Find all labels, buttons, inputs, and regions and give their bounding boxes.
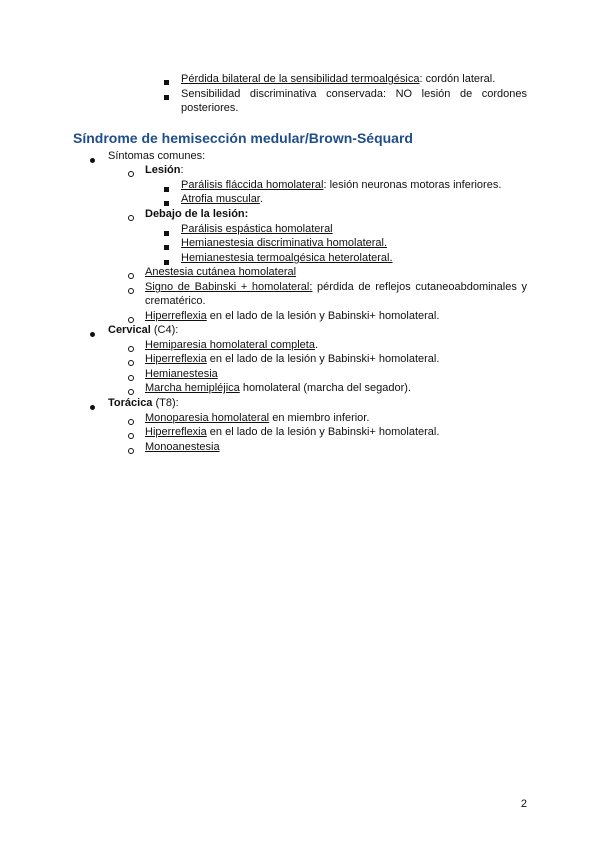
list-item-continuation [145,294,206,308]
list-item [108,396,179,410]
underlined-term: Hiperreflexia [145,310,207,322]
disc-bullet-icon [90,154,95,166]
item-text: . [259,193,263,205]
bold-label: Cervical [108,324,151,336]
list-item [181,178,501,192]
list-item [108,323,178,337]
underlined-term: Signo de Babinski + homolateral: [145,281,313,293]
underlined-term: Hemiparesia homolateral completa [145,339,315,351]
underlined-term: Parálisis espástica homolateral [181,223,333,235]
item-text: en miembro inferior. [269,412,370,424]
list-item [181,251,393,265]
list-item [145,425,439,439]
underlined-term: Hiperreflexia [145,426,207,438]
circle-bullet-icon [128,285,134,297]
circle-bullet-icon [128,445,134,457]
disc-bullet-icon [90,328,95,340]
square-bullet-icon [164,91,169,103]
underlined-term: Atrofia muscular [181,193,260,205]
item-text: posteriores. [181,102,239,114]
item-text: en el lado de la lesión y Babinski+ homolateral. [206,310,440,322]
bold-label: Debajo de la lesión: [145,208,249,220]
list-item [181,192,263,206]
underlined-term: Monoanestesia [145,441,220,453]
list-item [145,440,220,454]
item-text: pérdida de reflejos cutaneoabdominales y [312,281,527,293]
underlined-term: Anestesia cutánea homolateral [145,266,297,278]
square-bullet-icon [164,76,169,88]
item-text: en el lado de la lesión y Babinski+ homolateral. [206,353,440,365]
circle-bullet-icon [128,212,134,224]
underlined-term: Monoparesia homolateral [145,412,270,424]
list-item [145,207,248,221]
list-item [108,149,205,163]
list-item [181,87,527,101]
square-bullet-icon [164,241,169,253]
item-text: (C4): [150,324,179,336]
list-item [145,280,527,294]
list-item [181,72,495,86]
list-item [181,236,387,250]
list-item [145,367,218,381]
circle-bullet-icon [128,270,134,282]
item-text: Síntomas comunes: [108,150,206,162]
underlined-term: Marcha hemipléjica [145,382,240,394]
underlined-term: Hiperreflexia [145,353,207,365]
underlined-term: Hemianestesia termoalgésica heterolateral. [181,252,393,264]
item-text: : cordón lateral. [419,73,496,85]
bold-label: Torácica [108,397,153,409]
underlined-term: Hemianestesia [145,368,218,380]
circle-bullet-icon [128,168,134,180]
list-item [145,411,369,425]
underlined-term: Hemianestesia discriminativa homolateral. [181,237,388,249]
item-text: Sensibilidad discriminativa conservada: NO lesión de cordones [181,88,527,100]
circle-bullet-icon [128,430,134,442]
list-item [145,352,439,366]
square-bullet-icon [164,183,169,195]
section-heading: Síndrome de hemisección medular/Brown-Séquard [73,130,413,146]
item-text: : [180,164,184,176]
list-item [145,163,184,177]
page-number: 2 [520,798,527,810]
item-text: : lesión neuronas motoras inferiores. [323,179,502,191]
list-item [145,309,439,323]
list-item [145,338,318,352]
circle-bullet-icon [128,343,134,355]
disc-bullet-icon [90,401,95,413]
item-text: homolateral (marcha del segador). [239,382,411,394]
item-text: en el lado de la lesión y Babinski+ homolateral. [206,426,440,438]
list-item [145,265,296,279]
square-bullet-icon [164,227,169,239]
list-item [145,381,411,395]
item-text: crematérico. [145,295,206,307]
item-text: . [314,339,319,351]
circle-bullet-icon [128,357,134,369]
underlined-term: Pérdida bilateral de la sensibilidad termoalgésica [181,73,420,85]
circle-bullet-icon [128,372,134,384]
list-item-continuation [181,101,238,115]
bold-label: Lesión [145,164,181,176]
item-text: (T8): [152,397,179,409]
circle-bullet-icon [128,416,134,428]
list-item [181,222,333,236]
underlined-term: Parálisis fláccida homolateral [181,179,324,191]
